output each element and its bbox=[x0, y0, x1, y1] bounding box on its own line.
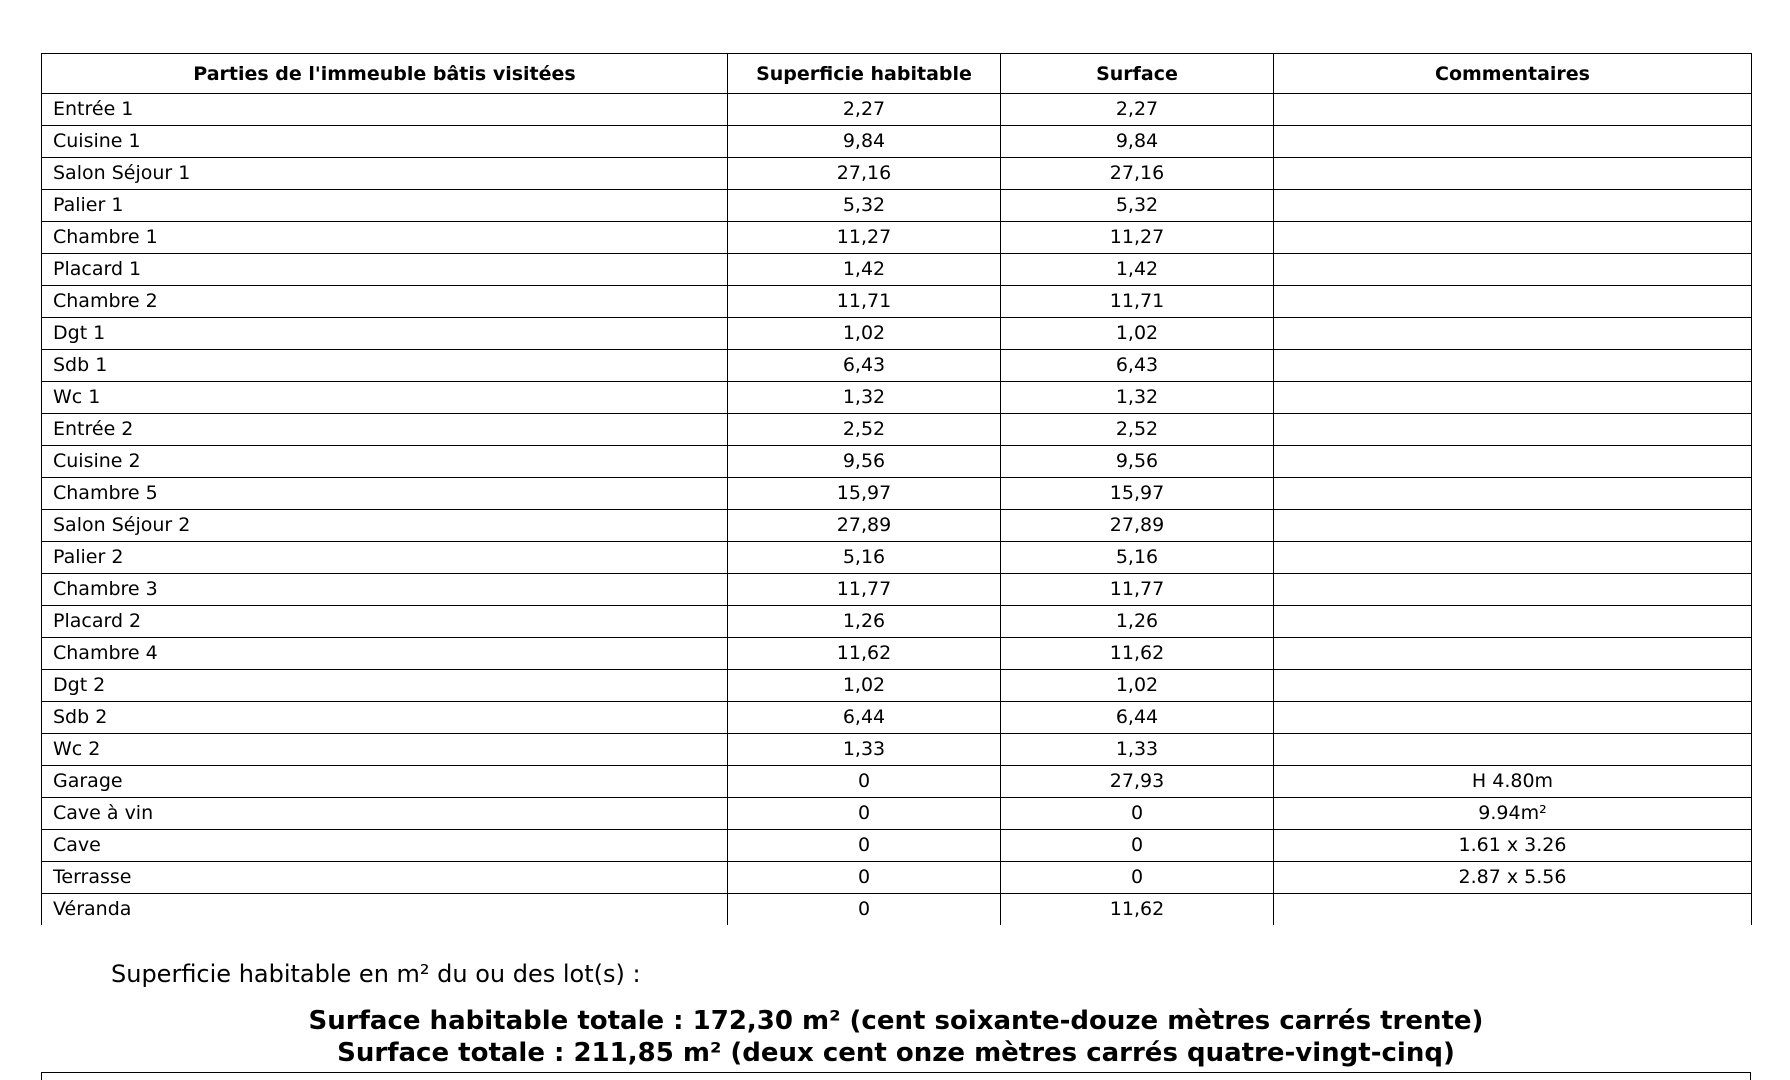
cell-habitable: 11,71 bbox=[728, 286, 1001, 318]
cell-comment bbox=[1274, 734, 1752, 766]
table-row bbox=[42, 638, 1752, 670]
cell-part: Wc 1 bbox=[42, 382, 728, 414]
cell-part: Chambre 4 bbox=[42, 638, 728, 670]
cell-part: Placard 2 bbox=[42, 606, 728, 638]
cell-surface: 2,27 bbox=[1001, 94, 1274, 126]
cell-part: Entrée 2 bbox=[42, 414, 728, 446]
cell-habitable: 6,43 bbox=[728, 350, 1001, 382]
cell-comment bbox=[1274, 670, 1752, 702]
cell-comment: H 4.80m bbox=[1274, 766, 1752, 798]
cell-part: Chambre 2 bbox=[42, 286, 728, 318]
cell-comment bbox=[1274, 606, 1752, 638]
cell-comment bbox=[1274, 318, 1752, 350]
cell-comment bbox=[1274, 542, 1752, 574]
table-row bbox=[42, 670, 1752, 702]
table-row bbox=[42, 798, 1752, 830]
cell-surface: 1,32 bbox=[1001, 382, 1274, 414]
cell-habitable: 1,26 bbox=[728, 606, 1001, 638]
cell-habitable: 9,84 bbox=[728, 126, 1001, 158]
cell-habitable: 2,27 bbox=[728, 94, 1001, 126]
cell-part: Terrasse bbox=[42, 862, 728, 894]
cell-habitable: 9,56 bbox=[728, 446, 1001, 478]
cell-surface: 11,62 bbox=[1001, 638, 1274, 670]
table-row bbox=[42, 862, 1752, 894]
cell-comment bbox=[1274, 702, 1752, 734]
cell-habitable: 11,62 bbox=[728, 638, 1001, 670]
cell-part: Salon Séjour 1 bbox=[42, 158, 728, 190]
table-row bbox=[42, 350, 1752, 382]
cell-comment bbox=[1274, 510, 1752, 542]
column-header-parts: Parties de l'immeuble bâtis visitées bbox=[42, 54, 728, 94]
bottom-table-border-right bbox=[1750, 1072, 1751, 1080]
cell-surface: 9,84 bbox=[1001, 126, 1274, 158]
cell-surface: 5,32 bbox=[1001, 190, 1274, 222]
cell-habitable: 0 bbox=[728, 830, 1001, 862]
table-row bbox=[42, 158, 1752, 190]
cell-part: Cave bbox=[42, 830, 728, 862]
cell-part: Sdb 2 bbox=[42, 702, 728, 734]
cell-part: Cuisine 1 bbox=[42, 126, 728, 158]
cell-surface: 27,16 bbox=[1001, 158, 1274, 190]
cell-comment bbox=[1274, 446, 1752, 478]
cell-comment: 2.87 x 5.56 bbox=[1274, 862, 1752, 894]
cell-part: Dgt 1 bbox=[42, 318, 728, 350]
cell-surface: 15,97 bbox=[1001, 478, 1274, 510]
cell-part: Entrée 1 bbox=[42, 94, 728, 126]
cell-surface: 2,52 bbox=[1001, 414, 1274, 446]
cell-comment bbox=[1274, 350, 1752, 382]
cell-habitable: 1,02 bbox=[728, 670, 1001, 702]
table-row bbox=[42, 830, 1752, 862]
cell-surface: 1,02 bbox=[1001, 670, 1274, 702]
cell-part: Véranda bbox=[42, 894, 728, 926]
table-row bbox=[42, 190, 1752, 222]
cell-comment bbox=[1274, 478, 1752, 510]
cell-part: Placard 1 bbox=[42, 254, 728, 286]
cell-comment bbox=[1274, 894, 1752, 926]
cell-surface: 9,56 bbox=[1001, 446, 1274, 478]
cell-surface: 11,27 bbox=[1001, 222, 1274, 254]
cell-habitable: 27,89 bbox=[728, 510, 1001, 542]
cell-surface: 0 bbox=[1001, 798, 1274, 830]
cell-surface: 11,77 bbox=[1001, 574, 1274, 606]
cell-comment bbox=[1274, 222, 1752, 254]
cell-surface: 5,16 bbox=[1001, 542, 1274, 574]
table-row bbox=[42, 606, 1752, 638]
table-row bbox=[42, 766, 1752, 798]
cell-comment bbox=[1274, 574, 1752, 606]
table-row bbox=[42, 382, 1752, 414]
cell-part: Salon Séjour 2 bbox=[42, 510, 728, 542]
cell-part: Palier 1 bbox=[42, 190, 728, 222]
cell-habitable: 0 bbox=[728, 798, 1001, 830]
table-row bbox=[42, 542, 1752, 574]
table-row bbox=[42, 702, 1752, 734]
cell-surface: 27,89 bbox=[1001, 510, 1274, 542]
table-row bbox=[42, 446, 1752, 478]
cell-surface: 27,93 bbox=[1001, 766, 1274, 798]
cell-surface: 1,42 bbox=[1001, 254, 1274, 286]
cell-surface: 0 bbox=[1001, 862, 1274, 894]
cell-habitable: 0 bbox=[728, 766, 1001, 798]
cell-part: Chambre 5 bbox=[42, 478, 728, 510]
cell-part: Wc 2 bbox=[42, 734, 728, 766]
cell-habitable: 2,52 bbox=[728, 414, 1001, 446]
column-header-habitable: Superficie habitable bbox=[728, 54, 1001, 94]
cell-habitable: 1,02 bbox=[728, 318, 1001, 350]
cell-surface: 1,02 bbox=[1001, 318, 1274, 350]
cell-comment bbox=[1274, 94, 1752, 126]
cell-surface: 1,26 bbox=[1001, 606, 1274, 638]
cell-comment bbox=[1274, 158, 1752, 190]
cell-habitable: 0 bbox=[728, 894, 1001, 926]
total-habitable-surface: Surface habitable totale : 172,30 m² (cent soixante-douze mètres carrés trente) bbox=[308, 1006, 1484, 1036]
cell-comment bbox=[1274, 286, 1752, 318]
cell-part: Sdb 1 bbox=[42, 350, 728, 382]
cell-habitable: 6,44 bbox=[728, 702, 1001, 734]
cell-part: Garage bbox=[42, 766, 728, 798]
cell-comment: 9.94m² bbox=[1274, 798, 1752, 830]
cell-comment bbox=[1274, 414, 1752, 446]
cell-part: Chambre 1 bbox=[42, 222, 728, 254]
cell-part: Dgt 2 bbox=[42, 670, 728, 702]
bottom-table-border bbox=[41, 1072, 1751, 1073]
cell-habitable: 27,16 bbox=[728, 158, 1001, 190]
cell-surface: 1,33 bbox=[1001, 734, 1274, 766]
summary-label: Superficie habitable en m² du ou des lot(s) : bbox=[111, 960, 641, 988]
table-row bbox=[42, 478, 1752, 510]
cell-part: Cuisine 2 bbox=[42, 446, 728, 478]
table-row bbox=[42, 318, 1752, 350]
cell-habitable: 11,27 bbox=[728, 222, 1001, 254]
cell-part: Chambre 3 bbox=[42, 574, 728, 606]
cell-habitable: 15,97 bbox=[728, 478, 1001, 510]
table-row bbox=[42, 94, 1752, 126]
column-header-surface: Surface bbox=[1001, 54, 1274, 94]
table-row bbox=[42, 254, 1752, 286]
cell-habitable: 1,42 bbox=[728, 254, 1001, 286]
table-row bbox=[42, 894, 1752, 926]
cell-surface: 6,43 bbox=[1001, 350, 1274, 382]
cell-comment bbox=[1274, 382, 1752, 414]
cell-part: Palier 2 bbox=[42, 542, 728, 574]
total-surface: Surface totale : 211,85 m² (deux cent onze mètres carrés quatre-vingt-cinq) bbox=[337, 1038, 1455, 1068]
cell-comment bbox=[1274, 126, 1752, 158]
table-row bbox=[42, 222, 1752, 254]
table-header-row bbox=[42, 54, 1752, 94]
cell-surface: 11,62 bbox=[1001, 894, 1274, 926]
cell-comment: 1.61 x 3.26 bbox=[1274, 830, 1752, 862]
cell-habitable: 11,77 bbox=[728, 574, 1001, 606]
table-row bbox=[42, 414, 1752, 446]
cell-habitable: 0 bbox=[728, 862, 1001, 894]
cell-habitable: 5,16 bbox=[728, 542, 1001, 574]
cell-comment bbox=[1274, 254, 1752, 286]
bottom-table-border-left bbox=[41, 1072, 42, 1080]
cell-habitable: 1,33 bbox=[728, 734, 1001, 766]
cell-surface: 6,44 bbox=[1001, 702, 1274, 734]
table-row bbox=[42, 574, 1752, 606]
cell-habitable: 1,32 bbox=[728, 382, 1001, 414]
table-row bbox=[42, 126, 1752, 158]
cell-surface: 11,71 bbox=[1001, 286, 1274, 318]
cell-habitable: 5,32 bbox=[728, 190, 1001, 222]
cell-part: Cave à vin bbox=[42, 798, 728, 830]
cell-comment bbox=[1274, 638, 1752, 670]
table-body bbox=[42, 94, 1752, 926]
table-row bbox=[42, 734, 1752, 766]
cell-comment bbox=[1274, 190, 1752, 222]
cell-surface: 0 bbox=[1001, 830, 1274, 862]
surface-table bbox=[41, 53, 1752, 925]
table-row bbox=[42, 286, 1752, 318]
table-row bbox=[42, 510, 1752, 542]
column-header-comments: Commentaires bbox=[1274, 54, 1752, 94]
